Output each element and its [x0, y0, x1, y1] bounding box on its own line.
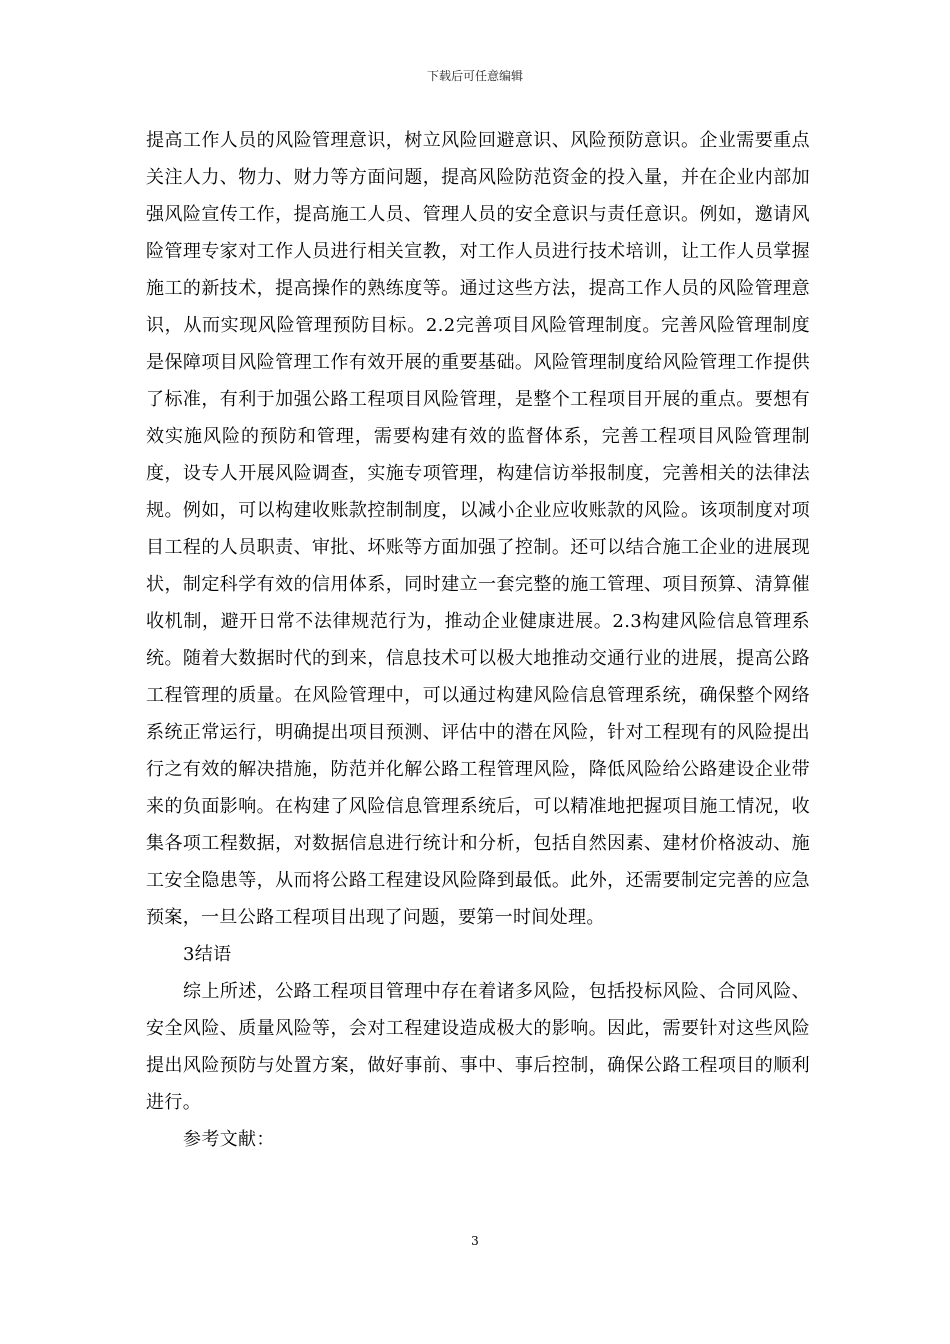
page-number: 3	[471, 1234, 479, 1248]
page-header: 下载后可任意编辑	[426, 69, 523, 83]
references-heading: 参考文献：	[183, 1129, 275, 1150]
section-heading-conclusion: 3结语	[183, 944, 232, 965]
document-body	[146, 122, 810, 1158]
conclusion-paragraph: 综上所述，公路工程项目管理中存在着诸多风险，包括投标风险、合同风险、安全风险、质量风险等，会对工程建设造成极大的影响。因此，需要针对这些风险提出风险预防与处置方案，做好事前、事中、事后控制，确保公路工程项目的顺利进行。	[146, 981, 810, 1113]
body-paragraph: 提高工作人员的风险管理意识，树立风险回避意识、风险预防意识。企业需要重点关注人力、物力、财力等方面问题，提高风险防范资金的投入量，并在企业内部加强风险宣传工作，提高施工人员、管理人员的安全意识与责任意识。例如，邀请风险管理专家对工作人员进行相关宣教，对工作人员进行技术培训，让工作人员掌握施工的新技术，提高操作的熟练度等。通过这些方法，提高工作人员的风险管理意识，从而实现风险管理预防目标。2.2完善项目风险管理制度。完善风险管理制度是保障项目风险管理工作有效开展的重要基础。风险管理制度给风险管理工作提供了标准，有利于加强公路工程项目风险管理，是整个工程项目开展的重点。要想有效实施风险的预防和管理，需要构建有效的监督体系，完善工程项目风险管理制度，设专人开展风险调查，实施专项管理，构建信访举报制度，完善相关的法律法规。例如，可以构建收账款控制制度，以减小企业应收账款的风险。该项制度对项目工程的人员职责、审批、坏账等方面加强了控制。还可以结合施工企业的进展现状，制定科学有效的信用体系，同时建立一套完整的施工管理、项目预算、清算催收机制，避开日常不法律规范行为，推动企业健康进展。2.3构建风险信息管理系统。随着大数据时代的到来，信息技术可以极大地推动交通行业的进展，提高公路工程管理的质量。在风险管理中，可以通过构建风险信息管理系统，确保整个网络系统正常运行，明确提出项目预测、评估中的潜在风险，针对工程现有的风险提出行之有效的解决措施，防范并化解公路工程管理风险，降低风险给公路建设企业带来的负面影响。在构建了风险信息管理系统后，可以精准地把握项目施工情况，收集各项工程数据，对数据信息进行统计和分析，包括自然因素、建材价格波动、施工安全隐患等，从而将公路工程建设风险降到最低。此外，还需要制定完善的应急预案，一旦公路工程项目出现了问题，要第一时间处理。	[146, 130, 810, 928]
